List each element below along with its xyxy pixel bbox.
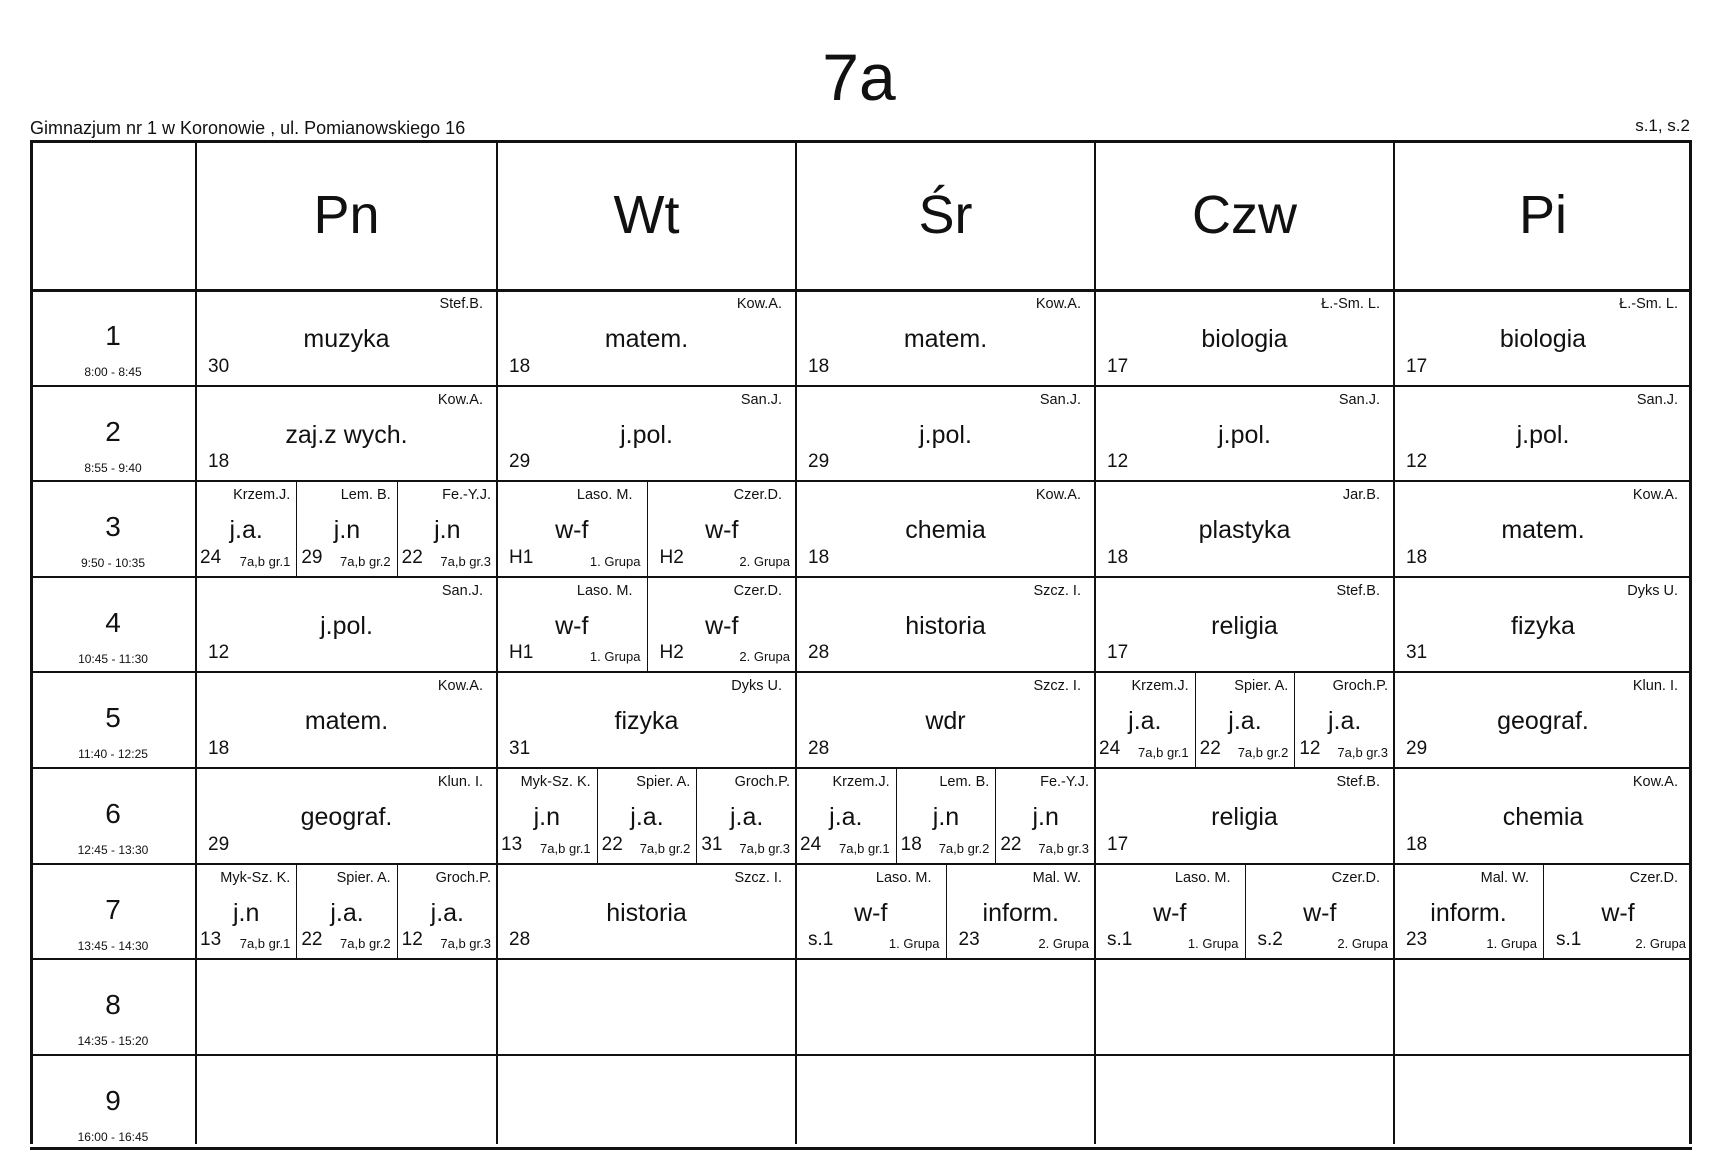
lesson-cell	[1394, 290, 1692, 386]
subject-name: biologia	[1499, 325, 1587, 353]
subject-name: j.a.	[729, 803, 764, 831]
subject-name: chemia	[1502, 803, 1584, 831]
teacher-name: Mal. W.	[1032, 869, 1081, 886]
lesson-cell	[1095, 864, 1245, 960]
room-number: 18	[1406, 546, 1428, 568]
lesson-cell	[497, 672, 796, 768]
subject-name: fizyka	[614, 707, 679, 736]
teacher-name: San.J.	[1636, 391, 1678, 408]
teacher-name: Czer.D.	[733, 487, 782, 504]
lesson-cell	[397, 481, 497, 577]
teacher-name: Spier. A.	[1234, 678, 1289, 695]
lesson-cell	[196, 386, 497, 482]
group-label: 7a,b gr.2	[639, 840, 691, 856]
room-number: 28	[808, 642, 830, 664]
lesson-cell	[1394, 768, 1692, 864]
period-time: 14:35 - 15:20	[77, 1034, 149, 1049]
lesson-cell	[1095, 672, 1195, 768]
teacher-name: Laso. M.	[576, 582, 633, 599]
teacher-name: Kow.A.	[437, 678, 483, 695]
subject-name: zaj.z wych.	[285, 420, 408, 449]
subject-name: w-f	[705, 516, 739, 545]
group-label: 2. Grupa	[739, 649, 790, 665]
room-number: H1	[509, 642, 534, 664]
row-divider	[30, 1054, 1692, 1056]
teacher-name: Groch.P.	[734, 774, 790, 790]
teacher-name: Klun. I.	[1632, 678, 1678, 695]
teacher-name: Kow.A.	[736, 296, 782, 312]
teacher-name: San.J.	[1338, 391, 1380, 408]
subject-name: matem.	[903, 325, 988, 353]
subject-name: geograf.	[1497, 707, 1589, 736]
teacher-name: Dyks U.	[731, 678, 782, 695]
room-number: 22	[601, 833, 623, 855]
group-label: 7a,b gr.1	[540, 840, 591, 856]
subject-name: j.a.	[229, 516, 263, 545]
subject-name: j.pol.	[320, 611, 373, 640]
room-number: 18	[808, 546, 830, 568]
period-number: 4	[105, 606, 121, 638]
day-header: Śr	[918, 185, 973, 245]
room-number: 29	[1406, 737, 1428, 759]
period-time: 8:00 - 8:45	[84, 365, 142, 379]
teacher-name: Krzem.J.	[832, 774, 890, 790]
subject-name: j.a.	[330, 898, 364, 927]
teacher-name: Jar.B.	[1342, 487, 1380, 504]
group-label: 1. Grupa	[1187, 936, 1239, 952]
subject-name: matem.	[304, 707, 389, 736]
period-number: 9	[105, 1084, 121, 1116]
teacher-name: San.J.	[441, 582, 483, 599]
subject-name: j.n	[533, 803, 561, 831]
day-header: Pi	[1518, 185, 1567, 245]
lesson-cell	[497, 864, 796, 960]
teacher-name: Lem. B.	[939, 774, 990, 790]
lesson-cell	[946, 864, 1096, 960]
period-number: 5	[105, 702, 121, 734]
room-number: s.1	[1556, 929, 1582, 951]
lesson-cell	[647, 577, 797, 673]
teacher-name: Lem. B.	[340, 487, 391, 504]
lesson-cell	[1095, 577, 1394, 673]
group-label: 7a,b gr.2	[340, 936, 391, 952]
room-number: 18	[900, 833, 922, 855]
subject-name: j.n	[232, 898, 260, 927]
lesson-cell	[497, 577, 647, 673]
lesson-cell	[196, 481, 296, 577]
teacher-name: Groch.P.	[1332, 678, 1388, 695]
rooms-label: s.1, s.2	[1635, 116, 1690, 135]
lesson-cell	[796, 481, 1095, 577]
lesson-cell	[196, 577, 497, 673]
teacher-name: Kow.A.	[1632, 487, 1678, 504]
room-number: 23	[958, 929, 980, 951]
room-number: 12	[1406, 451, 1428, 473]
subject-name: historia	[606, 898, 687, 927]
subject-name: w-f	[555, 516, 589, 545]
teacher-name: Dyks U.	[1627, 582, 1678, 599]
room-number: 12	[1299, 737, 1321, 759]
teacher-name: Ł.-Sm. L.	[1619, 296, 1678, 312]
teacher-name: Myk-Sz. K.	[520, 774, 591, 790]
teacher-name: Krzem.J.	[233, 487, 291, 504]
teacher-name: Kow.A.	[1035, 296, 1081, 312]
room-number: 18	[208, 451, 230, 473]
day-header: Wt	[613, 185, 680, 245]
teacher-name: Szcz. I.	[1033, 582, 1081, 599]
lesson-cell	[796, 386, 1095, 482]
class-title: 7a	[822, 40, 896, 114]
subject-name: w-f	[1303, 898, 1337, 927]
teacher-name: Krzem.J.	[1131, 678, 1189, 695]
lesson-cell	[1394, 864, 1543, 960]
group-label: 2. Grupa	[1635, 936, 1686, 952]
room-number: 24	[200, 546, 222, 568]
room-number: 24	[800, 833, 822, 855]
room-number: 28	[509, 929, 531, 951]
subject-name: geograf.	[300, 803, 393, 831]
subject-name: biologia	[1201, 325, 1288, 353]
group-label: 7a,b gr.1	[839, 840, 890, 856]
lesson-cell	[796, 672, 1095, 768]
group-label: 7a,b gr.3	[440, 936, 491, 952]
group-label: 1. Grupa	[589, 553, 641, 569]
period-time: 8:55 - 9:40	[84, 460, 142, 475]
teacher-name: Kow.A.	[437, 391, 483, 408]
room-number: 31	[509, 737, 531, 759]
teacher-name: Stef.B.	[1336, 582, 1380, 599]
day-header: Czw	[1192, 185, 1297, 245]
lesson-cell	[296, 481, 396, 577]
lesson-cell	[995, 768, 1095, 864]
room-number: H1	[509, 546, 534, 568]
room-number: 17	[1107, 642, 1129, 664]
subject-name: historia	[905, 611, 986, 640]
lesson-cell	[497, 768, 597, 864]
teacher-name: Laso. M.	[576, 487, 633, 504]
room-number: s.2	[1257, 929, 1283, 951]
room-number: 22	[301, 929, 323, 951]
subject-name: j.a.	[630, 803, 664, 831]
lesson-cell	[196, 768, 497, 864]
teacher-name: Szcz. I.	[734, 869, 782, 886]
subject-name: religia	[1211, 611, 1278, 640]
room-number: 31	[1406, 642, 1428, 664]
room-number: 12	[1107, 451, 1129, 473]
teacher-name: Laso. M.	[875, 869, 932, 886]
school-name: Gimnazjum nr 1 w Koronowie , ul. Pomianowskiego 16	[30, 118, 466, 138]
subject-name: j.a.	[430, 898, 464, 927]
lesson-cell	[1294, 672, 1394, 768]
subject-name: wdr	[925, 707, 966, 736]
subject-name: inform.	[1430, 898, 1507, 927]
group-label: 1. Grupa	[888, 936, 940, 952]
teacher-name: Stef.B.	[439, 296, 483, 312]
lesson-cell	[1394, 481, 1692, 577]
teacher-name: Fe.-Y.J.	[1040, 774, 1089, 790]
room-number: 29	[509, 451, 531, 473]
teacher-name: Klun. I.	[437, 774, 483, 790]
subject-name: matem.	[1501, 516, 1585, 545]
room-number: 12	[208, 642, 230, 664]
period-number: 1	[105, 320, 121, 351]
group-label: 2. Grupa	[1038, 936, 1089, 952]
subject-name: w-f	[1601, 898, 1635, 927]
lesson-cell	[1245, 864, 1395, 960]
room-number: 18	[808, 355, 830, 377]
group-label: 7a,b gr.2	[938, 840, 990, 856]
room-number: 29	[208, 833, 230, 855]
lesson-cell	[1394, 672, 1692, 768]
teacher-name: Czer.D.	[1629, 869, 1678, 886]
room-number: 23	[1406, 929, 1428, 951]
lesson-cell	[896, 768, 996, 864]
lesson-cell	[1095, 386, 1394, 482]
period-time: 9:50 - 10:35	[80, 556, 146, 571]
room-number: 29	[808, 451, 830, 473]
lesson-cell	[647, 481, 797, 577]
room-number: 18	[1107, 546, 1129, 568]
teacher-name: Czer.D.	[733, 582, 782, 599]
room-number: 13	[200, 929, 222, 951]
period-number: 7	[105, 893, 121, 925]
lesson-cell	[1095, 768, 1394, 864]
subject-name: fizyka	[1511, 611, 1575, 640]
lesson-cell	[796, 290, 1095, 386]
room-number: 17	[1406, 355, 1428, 377]
group-label: 7a,b gr.3	[440, 553, 491, 569]
room-number: 13	[501, 833, 523, 855]
room-number: 29	[301, 546, 323, 568]
teacher-name: Czer.D.	[1331, 869, 1380, 886]
room-number: 18	[1406, 833, 1428, 855]
group-label: 7a,b gr.2	[340, 553, 391, 569]
teacher-name: Mal. W.	[1480, 869, 1529, 886]
lesson-cell	[696, 768, 796, 864]
subject-name: j.n	[932, 803, 960, 831]
subject-name: matem.	[604, 325, 689, 353]
lesson-cell	[1394, 386, 1692, 482]
subject-name: j.pol.	[1516, 420, 1570, 449]
teacher-name: Kow.A.	[1632, 774, 1678, 790]
room-number: s.1	[808, 929, 834, 951]
subject-name: j.a.	[829, 803, 863, 831]
subject-name: muzyka	[303, 325, 390, 353]
group-label: 7a,b gr.3	[739, 840, 790, 856]
group-label: 7a,b gr.3	[1337, 744, 1388, 760]
group-label: 7a,b gr.1	[1138, 744, 1189, 760]
subject-name: inform.	[982, 898, 1059, 927]
room-number: H2	[659, 642, 684, 664]
room-number: 18	[208, 737, 230, 759]
teacher-name: Fe.-Y.J.	[442, 487, 491, 504]
teacher-name: San.J.	[740, 391, 782, 408]
teacher-name: San.J.	[1039, 391, 1081, 408]
room-number: H2	[659, 546, 684, 568]
lesson-cell	[397, 864, 497, 960]
teacher-name: Stef.B.	[1336, 774, 1380, 790]
lesson-cell	[1543, 864, 1692, 960]
teacher-name: Spier. A.	[336, 869, 391, 886]
period-time: 11:40 - 12:25	[78, 747, 148, 762]
period-number: 6	[105, 798, 121, 829]
subject-name: j.a.	[1327, 707, 1362, 736]
room-number: 30	[208, 355, 230, 377]
subject-name: w-f	[854, 898, 888, 927]
lesson-cell	[597, 768, 697, 864]
subject-name: j.a.	[1228, 707, 1262, 736]
room-number: 22	[1199, 737, 1221, 759]
lesson-cell	[796, 768, 896, 864]
period-time: 12:45 - 13:30	[77, 843, 149, 857]
room-number: 17	[1107, 355, 1129, 377]
lesson-cell	[1095, 481, 1394, 577]
subject-name: plastyka	[1198, 516, 1291, 545]
period-number: 2	[105, 415, 121, 447]
group-label: 7a,b gr.2	[1237, 744, 1289, 760]
group-label: 7a,b gr.3	[1038, 840, 1089, 856]
subject-name: j.n	[1032, 803, 1059, 831]
subject-name: j.pol.	[919, 420, 972, 449]
lesson-cell	[796, 864, 946, 960]
lesson-cell	[196, 864, 296, 960]
room-number: 22	[1000, 833, 1022, 855]
room-number: 17	[1107, 833, 1129, 855]
lesson-cell	[296, 864, 396, 960]
period-time: 16:00 - 16:45	[77, 1129, 149, 1144]
lesson-cell	[1095, 290, 1394, 386]
group-label: 7a,b gr.1	[239, 936, 291, 952]
group-label: 1. Grupa	[1486, 936, 1537, 952]
room-number: 12	[401, 929, 423, 951]
subject-name: j.n	[333, 516, 361, 545]
group-label: 1. Grupa	[589, 649, 641, 665]
day-header: Pn	[313, 185, 380, 245]
subject-name: w-f	[555, 611, 589, 640]
period-number: 8	[105, 989, 121, 1021]
subject-name: j.n	[434, 516, 461, 545]
subject-name: religia	[1211, 803, 1278, 831]
subject-name: chemia	[905, 516, 986, 545]
subject-name: j.a.	[1128, 707, 1162, 736]
subject-name: w-f	[705, 611, 739, 640]
teacher-name: Groch.P.	[435, 869, 491, 886]
teacher-name: Spier. A.	[636, 774, 691, 790]
lesson-cell	[196, 672, 497, 768]
period-time: 10:45 - 11:30	[78, 651, 148, 666]
teacher-name: Laso. M.	[1174, 869, 1231, 886]
subject-name: j.pol.	[1218, 420, 1271, 449]
lesson-cell	[1394, 577, 1692, 673]
teacher-name: Ł.-Sm. L.	[1321, 296, 1380, 312]
room-number: 22	[401, 546, 423, 568]
room-number: 18	[509, 355, 531, 377]
lesson-cell	[796, 577, 1095, 673]
lesson-cell	[497, 290, 796, 386]
group-label: 7a,b gr.1	[239, 553, 291, 569]
teacher-name: Szcz. I.	[1033, 678, 1081, 695]
lesson-cell	[497, 481, 647, 577]
room-number: 31	[701, 833, 723, 855]
teacher-name: Myk-Sz. K.	[220, 869, 291, 886]
lesson-cell	[196, 290, 497, 386]
lesson-cell	[497, 386, 796, 482]
group-label: 2. Grupa	[1337, 936, 1388, 952]
period-number: 3	[105, 511, 121, 543]
subject-name: w-f	[1153, 898, 1187, 927]
room-number: 28	[808, 737, 830, 759]
room-number: s.1	[1107, 929, 1133, 951]
period-time: 13:45 - 14:30	[77, 938, 149, 953]
teacher-name: Kow.A.	[1035, 487, 1081, 504]
lesson-cell	[1195, 672, 1295, 768]
group-label: 2. Grupa	[739, 553, 790, 569]
room-number: 24	[1099, 737, 1121, 759]
subject-name: j.pol.	[620, 420, 673, 449]
